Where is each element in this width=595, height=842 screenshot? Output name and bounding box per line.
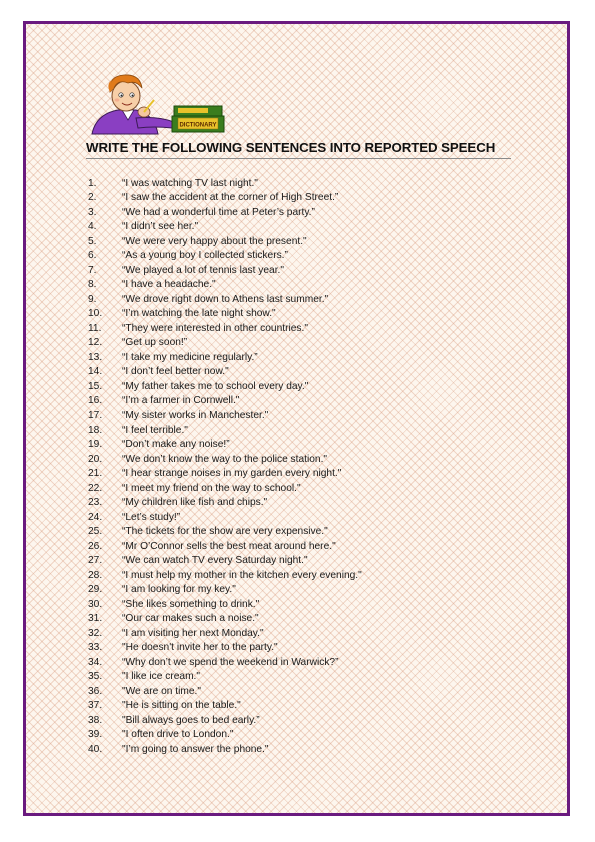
sentence-text: "I’m going to answer the phone." <box>122 743 269 755</box>
sentence-item <box>88 641 508 656</box>
sentence-item <box>88 220 508 235</box>
sentence-number: 30. <box>88 598 103 610</box>
sentence-item <box>88 176 508 191</box>
sentence-item <box>88 321 508 336</box>
sentence-item <box>88 452 508 467</box>
sentence-text: “She likes something to drink." <box>122 598 260 610</box>
sentence-item <box>88 278 508 293</box>
sentence-text: "Bill always goes to bed early.” <box>122 714 260 726</box>
sentence-item <box>88 524 508 539</box>
sentence-item <box>88 495 508 510</box>
sentence-text: “Our car makes such a noise." <box>122 613 259 625</box>
sentence-text: “I am visiting her next Monday." <box>122 627 264 639</box>
sentence-text: “They were interested in other countries." <box>122 322 308 334</box>
sentence-item <box>88 307 508 322</box>
sentence-number: 38. <box>88 714 103 726</box>
sentence-item <box>88 263 508 278</box>
sentence-item <box>88 684 508 699</box>
sentence-number: 28. <box>88 569 103 581</box>
sentence-number: 8. <box>88 279 97 291</box>
sentence-number: 17. <box>88 410 103 421</box>
sentence-text: “As a young boy I collected stickers.” <box>122 250 288 262</box>
sentence-text: “We don’t know the way to the police station." <box>122 453 328 465</box>
worksheet-heading: WRITE THE FOLLOWING SENTENCES INTO REPORTED SPEECH <box>86 140 496 155</box>
sentence-number: 7. <box>88 264 97 276</box>
sentence-item <box>88 379 508 394</box>
sentence-item <box>88 670 508 685</box>
sentence-text: “My father takes me to school every day." <box>122 380 309 392</box>
sentence-number: 26. <box>88 540 103 552</box>
sentence-item <box>88 742 508 757</box>
sentence-number: 9. <box>88 293 97 305</box>
sentence-text: “The tickets for the show are very expensive." <box>122 526 328 538</box>
sentence-text: “We had a wonderful time at Peter’s party.” <box>122 206 315 218</box>
sentence-item <box>88 437 508 452</box>
sentence-item <box>88 234 508 249</box>
sentence-text: “I am looking for my key." <box>122 584 236 596</box>
sentence-text: “We drove right down to Athens last summer." <box>122 293 329 305</box>
sentence-number: 29. <box>88 584 103 596</box>
sentence-number: 31. <box>88 613 103 625</box>
sentence-item <box>88 611 508 626</box>
sentence-text: “I hear strange noises in my garden every night." <box>122 468 342 480</box>
heading-divider <box>86 158 511 159</box>
sentence-number: 2. <box>88 192 97 204</box>
sentence-number: 35. <box>88 671 103 683</box>
sentence-number: 6. <box>88 250 97 262</box>
sentence-text: “I meet my friend on the way to school." <box>122 482 301 494</box>
sentence-text: "He is sitting on the table." <box>122 700 241 712</box>
sentence-text: “Let’s study!” <box>122 511 181 523</box>
sentence-text: "He doesn't invite her to the party." <box>122 642 278 654</box>
sentence-text: “I’m a farmer in Cornwell." <box>122 395 240 407</box>
sentence-item <box>88 655 508 670</box>
sentence-item <box>88 365 508 380</box>
sentence-list <box>88 176 508 757</box>
sentence-item <box>88 336 508 351</box>
sentence-number: 23. <box>88 497 103 509</box>
sentence-number: 14. <box>88 366 103 378</box>
sentence-item <box>88 597 508 612</box>
sentence-text: “I’m watching the late night show." <box>122 308 276 320</box>
sentence-text: “I feel terrible." <box>122 424 188 436</box>
sentence-number: 36. <box>88 685 103 697</box>
sentence-text: “I take my medicine regularly.” <box>122 351 258 363</box>
sentence-number: 37. <box>88 700 103 712</box>
sentence-text: “Get up soon!” <box>122 337 188 349</box>
sentence-number: 34. <box>88 656 103 668</box>
sentence-number: 40. <box>88 743 103 755</box>
boy-with-dictionary-icon <box>88 70 228 136</box>
sentence-item <box>88 539 508 554</box>
sentence-text: “We were very happy about the present." <box>122 235 307 247</box>
sentence-number: 10. <box>88 308 103 320</box>
sentence-text: "We are on time." <box>122 685 201 697</box>
sentence-number: 16. <box>88 395 103 407</box>
sentence-number: 5. <box>88 235 97 247</box>
sentence-item <box>88 582 508 597</box>
sentence-number: 11. <box>88 322 102 334</box>
sentence-number: 33. <box>88 642 103 654</box>
sentence-text: “I was watching TV last night." <box>122 177 258 189</box>
sentence-number: 13. <box>88 351 103 363</box>
sentence-item <box>88 350 508 365</box>
sentence-number: 19. <box>88 439 103 451</box>
sentence-number: 32. <box>88 627 103 639</box>
sentence-item <box>88 249 508 264</box>
sentence-text: “We can watch TV every Saturday night." <box>122 555 308 567</box>
sentence-item <box>88 408 508 423</box>
sentence-item <box>88 713 508 728</box>
sentence-text: “My sister works in Manchester." <box>122 410 269 421</box>
sentence-item <box>88 626 508 641</box>
sentence-number: 27. <box>88 555 103 567</box>
sentence-number: 24. <box>88 511 103 523</box>
sentence-item <box>88 481 508 496</box>
sentence-item <box>88 568 508 583</box>
sentence-text: “We played a lot of tennis last year." <box>122 264 284 276</box>
sentence-number: 3. <box>88 206 97 218</box>
sentence-number: 21. <box>88 468 103 480</box>
sentence-text: “Why don’t we spend the weekend in Warwick?” <box>122 656 339 668</box>
sentence-item <box>88 699 508 714</box>
sentence-item <box>88 553 508 568</box>
sentence-number: 22. <box>88 482 103 494</box>
sentence-number: 15. <box>88 380 103 392</box>
sentence-number: 1. <box>88 177 97 189</box>
sentence-item <box>88 423 508 438</box>
sentence-text: “Mr O’Connor sells the best meat around here." <box>122 540 336 552</box>
sentence-number: 25. <box>88 526 103 538</box>
sentence-item <box>88 191 508 206</box>
dictionary-label: DICTIONARY <box>179 122 217 129</box>
sentence-text: “I have a headache." <box>122 279 216 291</box>
sentence-text: “I didn’t see her." <box>122 221 199 233</box>
sentence-text: "I often drive to London." <box>122 729 234 741</box>
sentence-item <box>88 466 508 481</box>
sentence-number: 18. <box>88 424 103 436</box>
sentence-text: “Don’t make any noise!” <box>122 439 230 451</box>
sentence-number: 20. <box>88 453 103 465</box>
sentence-item <box>88 292 508 307</box>
sentence-item <box>88 394 508 409</box>
sentence-number: 4. <box>88 221 97 233</box>
sentence-number: 39. <box>88 729 103 741</box>
sentence-text: “My children like fish and chips." <box>122 497 268 509</box>
sentence-item <box>88 205 508 220</box>
sentence-number: 12. <box>88 337 103 349</box>
sentence-text: "I like ice cream." <box>122 671 200 683</box>
sentence-item <box>88 510 508 525</box>
sentence-text: “I must help my mother in the kitchen every evening." <box>122 569 362 581</box>
sentence-text: “I don’t feel better now." <box>122 366 229 378</box>
sentence-item <box>88 728 508 743</box>
sentence-text: “I saw the accident at the corner of High Street.” <box>122 192 339 204</box>
